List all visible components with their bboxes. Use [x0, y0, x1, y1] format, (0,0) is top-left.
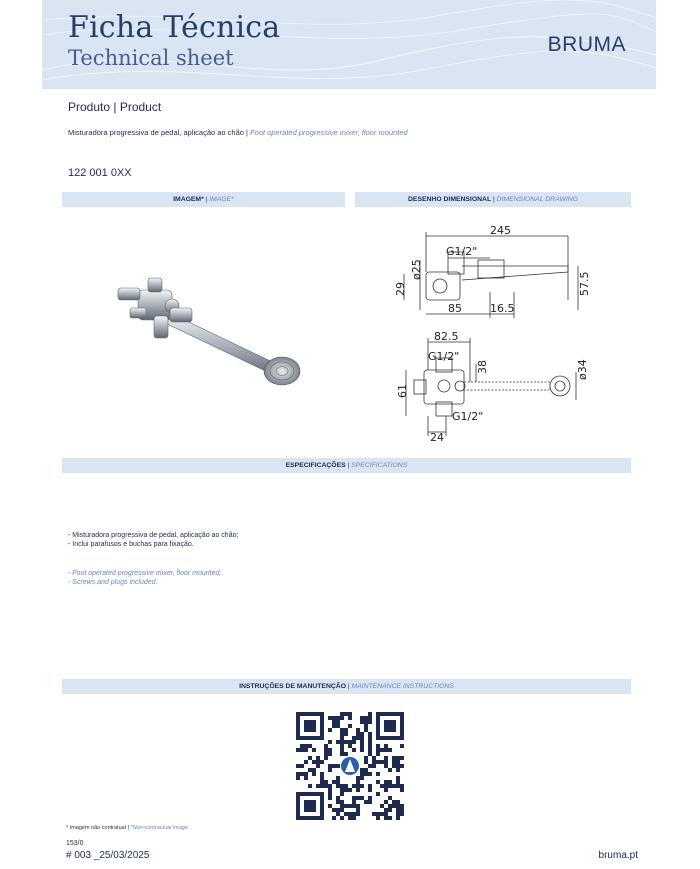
spec-item: - Foot operated progressive mixer, floor mounted;	[68, 570, 222, 577]
spec-item: - Inclui parafusos e buchas para fixação.	[68, 541, 194, 548]
title-portuguese: Ficha Técnica	[68, 10, 281, 45]
thread-mid-label: G1/2"	[428, 350, 460, 363]
image-bar: IMAGEM* | IMAGE*	[62, 192, 345, 207]
dim-25: ø25	[410, 259, 423, 280]
document-number: # 003 _25/03/2025	[66, 850, 150, 861]
product-description: Misturadora progressiva de pedal, aplicação ao chão | Foot operated progressive mixer, floor mounted	[68, 128, 408, 137]
product-desc-en: Foot operated progressive mixer, floor mounted	[250, 128, 408, 137]
spec-item: - Misturadora progressiva de pedal, aplicação ao chão;	[68, 532, 239, 539]
website-link[interactable]: bruma.pt	[598, 850, 638, 861]
drawing-bar-en: DIMENSIONAL DRAWING	[496, 196, 578, 203]
spec-item: - Screws and plugs included.	[68, 579, 158, 586]
product-desc-pt: Misturadora progressiva de pedal, aplicação ao chão	[68, 128, 244, 137]
product-code: 122 001 0XX	[68, 167, 132, 179]
dim-24: 24	[430, 431, 444, 444]
image-footnote: * Imagem não contratual | *Non-contractual image	[66, 825, 188, 831]
reference-number: 153/0	[66, 840, 84, 847]
spec-bar-en: SPECIFICATIONS	[351, 462, 408, 469]
dim-245: 245	[490, 224, 511, 237]
footnote-pt: * Imagem não contratual	[66, 825, 126, 831]
thread-top-label: G1/2"	[446, 245, 478, 258]
product-label-pt: Produto	[68, 100, 111, 114]
drawing-bar-pt: DESENHO DIMENSIONAL	[408, 196, 492, 203]
dim-34: ø34	[576, 359, 589, 380]
drawing-bar: DESENHO DIMENSIONAL | DIMENSIONAL DRAWING	[355, 192, 631, 207]
maintenance-qr-code[interactable]	[296, 712, 404, 825]
dim-85: 85	[448, 302, 462, 315]
spec-list-en	[68, 569, 221, 587]
dim-29: 29	[394, 282, 407, 296]
product-label-en: Product	[119, 100, 162, 114]
maint-bar-en: MAINTENANCE INSTRUCTIONS	[351, 683, 454, 690]
maintenance-bar: INSTRUÇÕES DE MANUTENÇÃO | MAINTENANCE INSTRUCTIONS	[62, 679, 631, 694]
dim-82-5: 82.5	[434, 330, 459, 343]
brand-logo: BRUMA	[547, 33, 626, 56]
product-section-title: Produto | Product	[68, 100, 162, 114]
title-english: Technical sheet	[68, 46, 234, 70]
maint-bar-pt: INSTRUÇÕES DE MANUTENÇÃO	[239, 683, 346, 690]
header-banner	[42, 0, 656, 89]
footnote-en: *Non-contractual image	[130, 825, 188, 831]
dim-61: 61	[396, 384, 409, 398]
image-bar-en: IMAGE*	[209, 196, 234, 203]
thread-bot-label: G1/2"	[452, 410, 484, 423]
dim-57-5: 57.5	[578, 271, 590, 296]
image-bar-pt: IMAGEM*	[173, 196, 204, 203]
specifications-bar: ESPECIFICAÇÕES | SPECIFICATIONS	[62, 458, 631, 473]
spec-bar-pt: ESPECIFICAÇÕES	[285, 462, 346, 469]
dimensional-drawing	[390, 222, 590, 449]
spec-list-pt	[68, 531, 238, 549]
product-image	[110, 268, 310, 403]
dim-16-5: 16.5	[490, 302, 515, 315]
dim-38: 38	[476, 360, 489, 374]
